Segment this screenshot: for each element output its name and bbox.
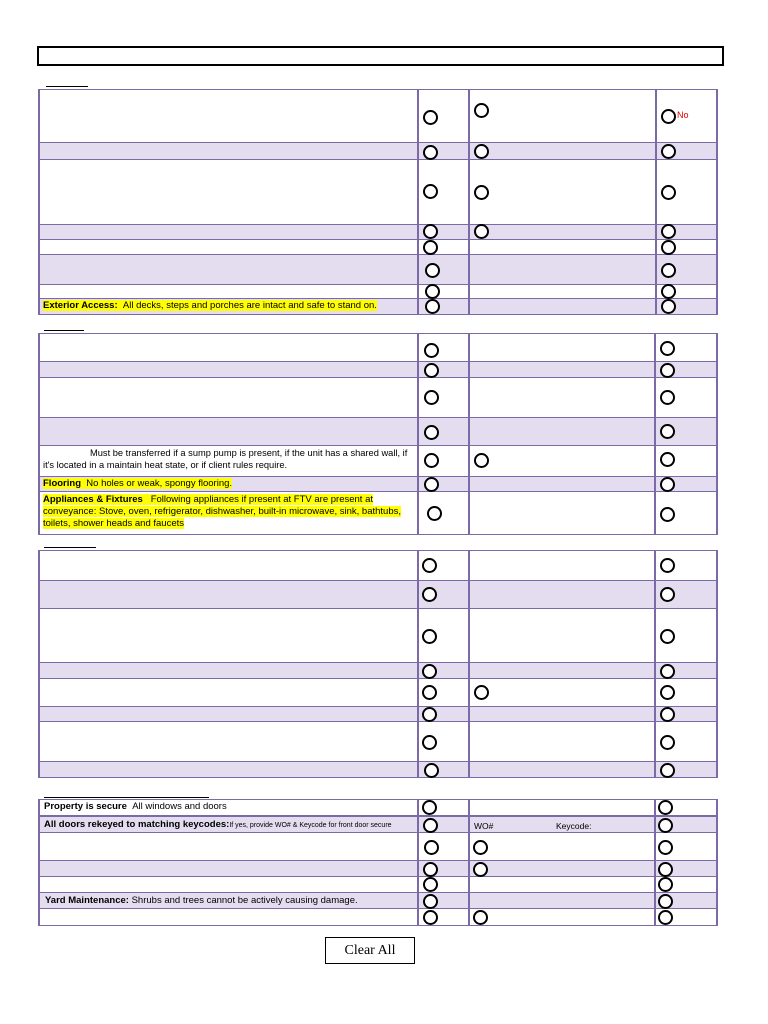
column-divider xyxy=(468,550,470,778)
radio-button[interactable] xyxy=(474,453,489,468)
row-divider xyxy=(38,777,717,778)
column-divider xyxy=(716,89,718,315)
wo-number-label: WO# xyxy=(474,821,494,831)
appliances-text: Following appliances if present at FTV are present at conveyance: Stove, oven, refrigerator, dishwasher, built-in microwave, sink, bathtubs, toilets, shower heads and faucets xyxy=(43,494,402,529)
column-divider xyxy=(655,89,657,315)
radio-button[interactable] xyxy=(661,109,676,124)
row-divider xyxy=(38,298,717,299)
radio-button[interactable] xyxy=(424,477,439,492)
column-divider xyxy=(716,550,718,778)
table-row xyxy=(38,662,717,678)
radio-button[interactable] xyxy=(660,685,675,700)
yard-maintenance-label xyxy=(45,895,358,907)
radio-button[interactable] xyxy=(425,299,440,314)
row-divider xyxy=(38,799,717,800)
column-divider xyxy=(654,333,656,535)
radio-button[interactable] xyxy=(660,507,675,522)
table-row xyxy=(38,721,717,761)
table-row xyxy=(38,377,717,417)
rekey-text: If yes, provide WO# & Keycode for front door secure xyxy=(229,822,392,829)
radio-button[interactable] xyxy=(424,343,439,358)
section-1-heading-underline xyxy=(46,86,88,87)
table-row xyxy=(38,761,717,777)
flooring-label xyxy=(43,478,232,490)
table-row xyxy=(38,580,717,608)
radio-button[interactable] xyxy=(422,735,437,750)
table-row xyxy=(38,89,717,143)
row-divider xyxy=(38,159,717,160)
radio-button[interactable] xyxy=(474,185,489,200)
radio-button[interactable] xyxy=(422,800,437,815)
column-divider xyxy=(38,550,40,778)
exterior-access-title: Exterior Access: xyxy=(43,300,118,311)
exterior-access-label xyxy=(43,300,377,312)
row-divider xyxy=(38,860,717,861)
row-divider xyxy=(38,815,717,817)
table-row xyxy=(38,832,717,860)
radio-button[interactable] xyxy=(424,840,439,855)
radio-button[interactable] xyxy=(422,587,437,602)
rekey-label xyxy=(44,819,392,832)
table-row xyxy=(38,608,717,662)
radio-button[interactable] xyxy=(473,862,488,877)
radio-button[interactable] xyxy=(661,263,676,278)
row-divider xyxy=(38,445,717,446)
column-divider xyxy=(38,333,40,535)
row-divider xyxy=(38,284,717,285)
table-row xyxy=(38,284,717,298)
table-row xyxy=(38,254,717,284)
table-row xyxy=(38,361,717,377)
radio-button[interactable] xyxy=(474,144,489,159)
row-divider xyxy=(38,142,717,143)
radio-button[interactable] xyxy=(474,685,489,700)
row-divider xyxy=(38,491,717,492)
radio-button[interactable] xyxy=(474,103,489,118)
table-row xyxy=(38,224,717,239)
column-divider xyxy=(654,799,656,926)
table-row xyxy=(38,159,717,224)
appliances-title: Appliances & Fixtures xyxy=(43,494,143,505)
property-secure-label xyxy=(44,801,227,813)
row-divider xyxy=(38,832,717,833)
yard-maintenance-text: Shrubs and trees cannot be actively causing damage. xyxy=(131,895,358,906)
row-divider xyxy=(38,892,717,893)
row-divider xyxy=(38,254,717,255)
table-row xyxy=(38,678,717,706)
column-divider xyxy=(716,333,718,535)
row-divider xyxy=(38,925,717,926)
radio-no-label: No xyxy=(677,110,689,120)
radio-button[interactable] xyxy=(424,453,439,468)
radio-button[interactable] xyxy=(660,735,675,750)
section-4-heading-underline xyxy=(44,797,209,798)
radio-button[interactable] xyxy=(424,763,439,778)
radio-button[interactable] xyxy=(424,390,439,405)
radio-button[interactable] xyxy=(423,145,438,160)
radio-button[interactable] xyxy=(423,110,438,125)
radio-button[interactable] xyxy=(423,894,438,909)
row-divider xyxy=(38,224,717,225)
table-row xyxy=(38,908,717,925)
table-row xyxy=(38,417,717,445)
radio-button[interactable] xyxy=(423,877,438,892)
radio-button[interactable] xyxy=(423,910,438,925)
radio-button[interactable] xyxy=(658,818,673,833)
column-divider xyxy=(654,550,656,778)
row-divider xyxy=(38,580,717,581)
table-row xyxy=(38,550,717,580)
radio-button[interactable] xyxy=(658,862,673,877)
table-row xyxy=(38,876,717,892)
radio-button[interactable] xyxy=(422,629,437,644)
radio-button[interactable] xyxy=(658,910,673,925)
column-divider xyxy=(417,333,419,535)
row-divider xyxy=(38,761,717,762)
property-secure-title: Property is secure xyxy=(44,801,127,812)
row-divider xyxy=(38,678,717,679)
radio-button[interactable] xyxy=(661,224,676,239)
radio-button[interactable] xyxy=(424,425,439,440)
row-divider xyxy=(38,608,717,609)
radio-button[interactable] xyxy=(661,240,676,255)
column-divider xyxy=(468,89,470,315)
radio-button[interactable] xyxy=(661,299,676,314)
flooring-title: Flooring xyxy=(43,478,81,489)
form-title-box xyxy=(37,46,724,66)
section-3-heading-underline xyxy=(44,547,96,548)
row-divider xyxy=(38,706,717,707)
column-divider xyxy=(716,799,718,926)
radio-button[interactable] xyxy=(660,477,675,492)
column-divider xyxy=(468,333,470,535)
radio-button[interactable] xyxy=(424,363,439,378)
section-2-heading-underline xyxy=(44,330,84,331)
radio-button[interactable] xyxy=(658,877,673,892)
radio-button[interactable] xyxy=(423,240,438,255)
radio-button[interactable] xyxy=(425,284,440,299)
radio-button[interactable] xyxy=(660,707,675,722)
column-divider xyxy=(38,799,40,926)
property-secure-text: All windows and doors xyxy=(132,801,227,812)
table-row xyxy=(38,706,717,721)
radio-button[interactable] xyxy=(660,629,675,644)
radio-button[interactable] xyxy=(660,363,675,378)
radio-button[interactable] xyxy=(661,284,676,299)
row-divider xyxy=(38,239,717,240)
table-row xyxy=(38,333,717,361)
row-divider xyxy=(38,721,717,722)
radio-button[interactable] xyxy=(661,144,676,159)
radio-button[interactable] xyxy=(658,840,673,855)
table-row xyxy=(38,239,717,254)
row-divider xyxy=(38,333,717,334)
column-divider xyxy=(38,89,40,315)
flooring-text: No holes or weak, spongy flooring. xyxy=(86,478,233,489)
row-divider xyxy=(38,550,717,551)
radio-button[interactable] xyxy=(422,664,437,679)
row-divider xyxy=(38,876,717,877)
radio-button[interactable] xyxy=(425,263,440,278)
radio-button[interactable] xyxy=(660,587,675,602)
radio-button[interactable] xyxy=(422,707,437,722)
radio-button[interactable] xyxy=(660,763,675,778)
row-divider xyxy=(38,908,717,909)
radio-button[interactable] xyxy=(423,862,438,877)
sump-pump-text: Must be transferred if a sump pump is present, if the unit has a shared wall, if it's located in a maintain heat state, or if client rules require. xyxy=(43,448,408,470)
radio-button[interactable] xyxy=(423,818,438,833)
row-divider xyxy=(38,662,717,663)
exterior-access-text: All decks, steps and porches are intact and safe to stand on. xyxy=(122,300,377,311)
radio-button[interactable] xyxy=(423,224,438,239)
radio-button[interactable] xyxy=(427,506,442,521)
row-divider xyxy=(38,377,717,378)
radio-button[interactable] xyxy=(658,800,673,815)
appliances-label xyxy=(43,494,408,530)
radio-button[interactable] xyxy=(660,452,675,467)
radio-button[interactable] xyxy=(661,185,676,200)
rekey-title: All doors rekeyed to matching keycodes: xyxy=(44,819,230,830)
radio-button[interactable] xyxy=(473,840,488,855)
row-divider xyxy=(38,314,717,315)
row-divider xyxy=(38,534,717,535)
column-divider xyxy=(417,89,419,315)
row-divider xyxy=(38,417,717,418)
radio-button[interactable] xyxy=(660,664,675,679)
row-divider xyxy=(38,361,717,362)
radio-button[interactable] xyxy=(474,224,489,239)
radio-button[interactable] xyxy=(423,184,438,199)
radio-button[interactable] xyxy=(660,390,675,405)
table-row xyxy=(38,143,717,159)
clear-all-button[interactable]: Clear All xyxy=(325,937,415,964)
radio-button[interactable] xyxy=(422,558,437,573)
yard-maintenance-title: Yard Maintenance: xyxy=(45,895,129,906)
column-divider xyxy=(417,550,419,778)
row-divider xyxy=(38,476,717,477)
table-row xyxy=(38,860,717,876)
radio-button[interactable] xyxy=(660,558,675,573)
radio-button[interactable] xyxy=(660,341,675,356)
radio-button[interactable] xyxy=(660,424,675,439)
radio-button[interactable] xyxy=(473,910,488,925)
radio-button[interactable] xyxy=(658,894,673,909)
column-divider xyxy=(468,799,470,926)
radio-button[interactable] xyxy=(422,685,437,700)
keycode-label: Keycode: xyxy=(556,821,592,831)
column-divider xyxy=(417,799,419,926)
